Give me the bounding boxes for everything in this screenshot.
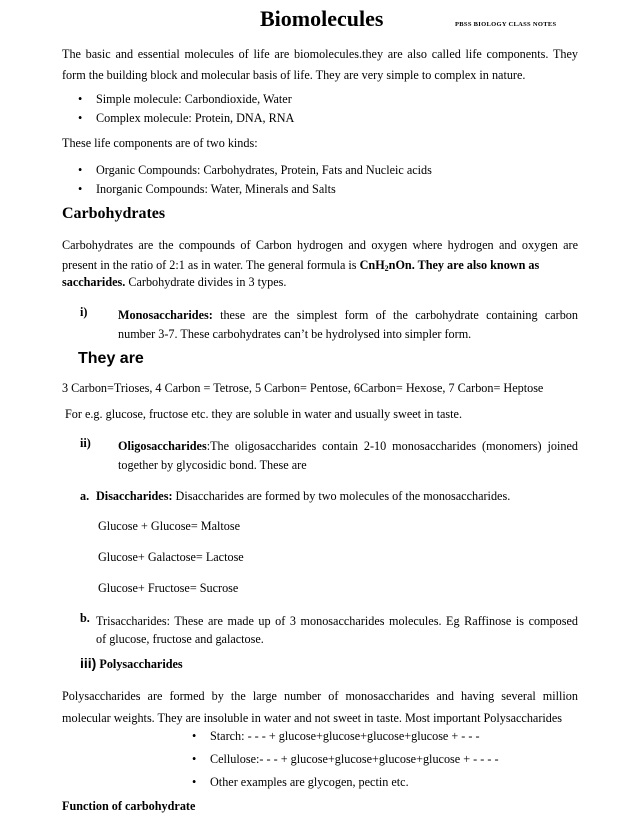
oligo-line-2: together by glycosidic bond. These are: [118, 458, 307, 472]
list-item-text: Simple molecule: Carbondioxide, Water: [96, 92, 292, 106]
list-item-text: Starch: - - - + glucose+glucose+glucose+glucose + - - -: [210, 729, 480, 743]
mono-number: i): [80, 305, 88, 319]
class-notes-tag: PBSS BIOLOGY CLASS NOTES: [455, 21, 557, 28]
kinds-intro: These life components are of two kinds:: [62, 136, 258, 150]
general-formula: CnH$_2$nOn.: [359, 258, 415, 273]
di-line: Disaccharides: Disaccharides are formed by two molecules of the monosaccharides.: [96, 489, 511, 503]
poly-line-2: molecular weights. They are insoluble in water and not sweet in taste. Most important Polysaccharides: [62, 711, 563, 725]
oligo-number: ii): [80, 436, 91, 450]
intro-line-1: The basic and essential molecules of life are biomolecules.they are also called life components. They: [62, 47, 578, 61]
page-title: Biomolecules: [260, 6, 384, 31]
tri-number: b.: [80, 611, 90, 625]
carbohydrates-line-3: saccharides. Carbohydrate divides in 3 types.: [62, 275, 287, 289]
carbohydrates-heading: Carbohydrates: [62, 205, 166, 222]
equation: Glucose+ Fructose= Sucrose: [98, 581, 239, 595]
poly-heading: iii) Polysaccharides: [80, 655, 183, 671]
monosaccharide-example: For e.g. glucose, fructose etc. they are soluble in water and usually sweet in taste.: [65, 407, 462, 421]
oligo-line-1: Oligosaccharides:The oligosaccharides contain 2-10 monosaccharides (monomers) joined: [118, 439, 578, 453]
list-item: [192, 752, 499, 767]
list-item: [78, 163, 432, 178]
carbohydrates-line-2: present in the ratio of 2:1 as in water. The general formula is CnH$_2$nOn. They are also known as: [62, 258, 540, 273]
list-item: [78, 182, 336, 197]
poly-line-1: Polysaccharides are formed by the large number of monosaccharides and having several million: [62, 689, 578, 703]
di-number: a.: [80, 489, 90, 503]
tri-line-1: Trisaccharides: These are made up of 3 monosaccharides molecules. Eg Raffinose is composed: [96, 614, 578, 628]
intro-line-2: form the building block and molecular basis of life. They are very simple to complex in nature.: [62, 68, 526, 82]
list-item: [192, 729, 480, 744]
carbohydrates-line-1: Carbohydrates are the compounds of Carbon hydrogen and oxygen where hydrogen and oxygen are: [62, 238, 578, 252]
list-item: [192, 775, 409, 790]
list-item-text: Cellulose:- - - + glucose+glucose+glucose+glucose + - - - -: [210, 752, 499, 766]
mono-line-1: Monosaccharides: these are the simplest form of the carbohydrate containing carbon: [118, 308, 578, 322]
list-item: [78, 92, 292, 107]
function-heading: Function of carbohydrate: [62, 799, 196, 813]
list-item-text: Complex molecule: Protein, DNA, RNA: [96, 111, 295, 125]
list-item-text: Inorganic Compounds: Water, Minerals and Salts: [96, 182, 336, 196]
mono-line-2: number 3-7. These carbohydrates can’t be hydrolysed into simpler form.: [118, 327, 472, 341]
tri-line-2: of glucose, fructose and galactose.: [96, 632, 264, 646]
list-item-text: Organic Compounds: Carbohydrates, Protein, Fats and Nucleic acids: [96, 163, 432, 177]
list-item-text: Other examples are glycogen, pectin etc.: [210, 775, 409, 789]
carbon-types-list: 3 Carbon=Trioses, 4 Carbon = Tetrose, 5 Carbon= Pentose, 6Carbon= Hexose, 7 Carbon= Heptose: [62, 381, 544, 395]
they-are-heading: They are: [78, 350, 144, 367]
equation: Glucose+ Galactose= Lactose: [98, 550, 244, 564]
equation: Glucose + Glucose= Maltose: [98, 519, 241, 533]
list-item: [78, 111, 294, 126]
